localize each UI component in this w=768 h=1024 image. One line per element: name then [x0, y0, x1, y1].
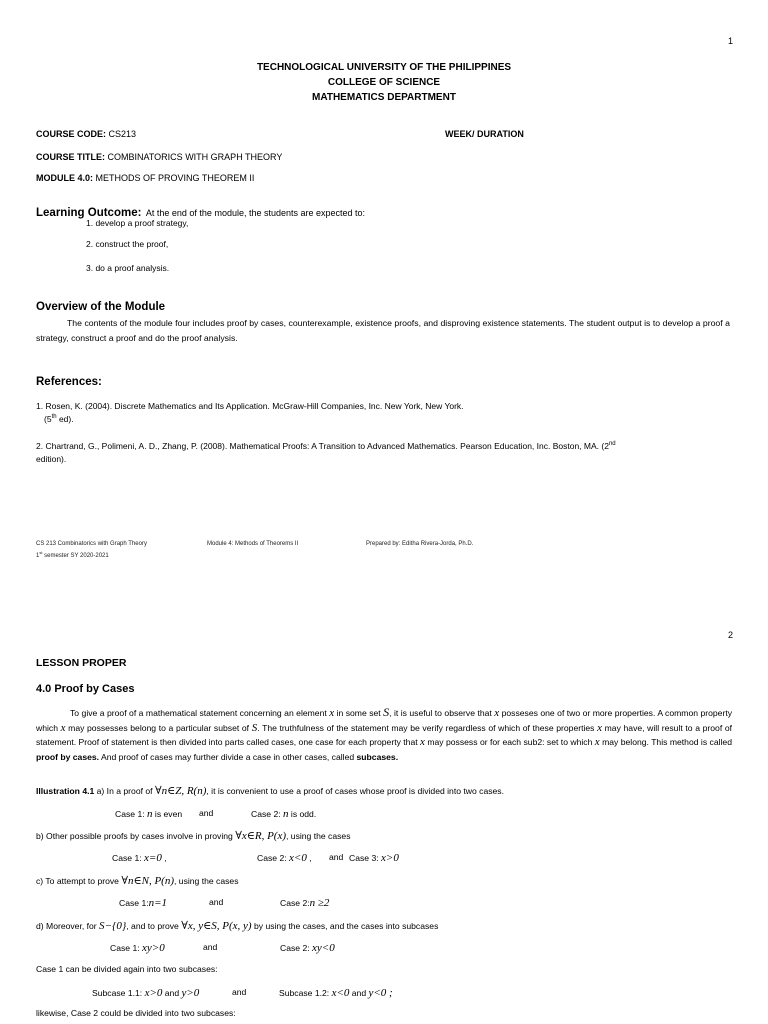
subcase-intro: Case 1 can be divided again into two subcases:: [36, 964, 218, 974]
math-x: x: [420, 736, 425, 748]
course-code-value: CS213: [108, 129, 137, 139]
course-code-line: [36, 129, 136, 139]
subcase-math: x>0: [144, 987, 163, 999]
intro-text: may possesses belong to a particular subset of: [65, 722, 252, 733]
ref2-sup: nd: [608, 441, 616, 448]
footer-sem-sup: st: [39, 550, 43, 555]
reference-2-line2: edition).: [36, 454, 67, 464]
ref-edition-sup: th: [51, 414, 57, 421]
ill-a-text: , it is convenient to use a proof of cases whose proof is divided into two cases.: [206, 786, 504, 796]
d-case2: [280, 942, 335, 954]
math-x: x: [494, 707, 500, 719]
b-and: and: [329, 852, 344, 862]
d-math: S−{0}: [99, 920, 127, 932]
b-case2: [257, 852, 312, 864]
case-label: Case 2:: [257, 853, 290, 863]
c-case2: [280, 897, 329, 909]
subcase-and: and: [232, 987, 247, 997]
ill-a-text: a) In a proof of: [94, 786, 155, 796]
math-x: x: [60, 721, 66, 734]
b-case3: [349, 852, 399, 864]
illustration-label: Illustration 4.1: [36, 786, 95, 796]
case-math: xy<0: [312, 942, 335, 954]
case-label: Case 2:: [280, 943, 313, 953]
intro-text: in some set: [334, 708, 384, 718]
subcase-1-2: [279, 987, 393, 999]
c-math: ∀n∈N, P(n): [121, 875, 175, 887]
math-x: x: [594, 736, 600, 748]
course-code-label: COURSE CODE:: [36, 129, 107, 139]
case-math: n=1: [148, 897, 168, 909]
subcases-term: subcases.: [356, 751, 399, 762]
proof-by-cases-term: proof by cases.: [36, 751, 100, 762]
ill-a-math: ∀n∈Z, R(n): [154, 785, 207, 797]
reference-2-line1: [36, 441, 616, 451]
case-label: Case 2:: [251, 809, 284, 819]
intro-text: may have, will result to a proof of statement. Proof of statement is then divided into parts called cases, one case for each property that: [36, 722, 733, 747]
d-and: and: [203, 942, 218, 952]
case-label: Case 1:: [110, 943, 143, 953]
illustration-a-line: [36, 784, 504, 797]
footer-sem-text: semester SY 2020-2021: [42, 553, 109, 559]
lesson-heading: LESSON PROPER: [36, 657, 127, 669]
intro-text: And proof of cases may further divide a case in other cases, called: [99, 751, 357, 762]
outcome-item: 2. construct the proof,: [86, 239, 169, 249]
case-tail: ,: [306, 853, 312, 863]
b-math: ∀x∈R, P(x): [235, 830, 287, 842]
case-label: Case 1:: [115, 809, 148, 819]
case-math: x>0: [381, 852, 399, 864]
case-tail: ,: [161, 853, 167, 863]
module-title: METHODS OF PROVING THEOREM II: [95, 173, 255, 183]
subcase-1-1: [92, 987, 199, 999]
case-label: Case 1:: [112, 853, 145, 863]
college-name: COLLEGE OF SCIENCE: [327, 77, 441, 88]
module-label: MODULE 4.0:: [36, 173, 94, 183]
university-name: TECHNOLOGICAL UNIVERSITY OF THE PHILIPPINES: [256, 62, 512, 73]
case-text: is odd.: [288, 809, 317, 819]
case-label: Case 1:: [119, 898, 149, 908]
d-text: , and to prove: [126, 921, 182, 931]
case-text: is even: [152, 809, 183, 819]
outcome-item: 3. do a proof analysis.: [86, 263, 170, 273]
learning-outcome-heading: Learning Outcome:: [36, 207, 142, 219]
course-title-line: [36, 152, 282, 162]
a-case2: [251, 808, 316, 820]
course-title-value: COMBINATORICS WITH GRAPH THEORY: [107, 152, 283, 162]
c-line: [36, 874, 239, 887]
c-text: c) To attempt to prove: [36, 876, 122, 886]
case-math: x<0: [289, 852, 307, 864]
course-title-label: COURSE TITLE:: [36, 152, 105, 162]
references-heading: References:: [36, 376, 102, 388]
a-and: and: [199, 808, 214, 818]
outcome-item: 1. develop a proof strategy,: [86, 218, 189, 228]
d-line: [36, 919, 438, 932]
section-heading: 4.0 Proof by Cases: [36, 683, 135, 695]
footer-module: Module 4: Methods of Theorems II: [207, 541, 299, 547]
ref-edition-tail: ed).: [56, 414, 74, 424]
intro-text: may possess or for each sub2: set to which: [424, 737, 595, 747]
subcase-label: Subcase 1.2:: [279, 988, 332, 998]
subcase-math: y>0: [181, 987, 200, 999]
b-text: , using the cases: [286, 831, 351, 841]
module-line: [36, 173, 254, 183]
intro-text: posseses one of two or more properties. A common property which: [36, 708, 732, 733]
b-text: b) Other possible proofs by cases involve in proving: [36, 831, 236, 841]
subcase-and: and: [349, 988, 369, 998]
intro-text: , it is useful to observe that: [389, 708, 495, 718]
week-duration-label: WEEK/ DURATION: [445, 129, 524, 139]
d-math: ∀x, y∈S, P(x, y): [181, 920, 252, 932]
footer-course: CS 213 Combinatorics with Graph Theory: [36, 541, 147, 547]
a-case1: [115, 808, 182, 820]
reference-1-line2: [44, 414, 74, 424]
intro-paragraph: [36, 705, 732, 764]
case-label: Case 3:: [349, 853, 382, 863]
intro-text: may belong. This method is called: [599, 737, 732, 747]
math-s: S: [383, 705, 390, 719]
ref-edition-text: (5: [44, 414, 52, 424]
math-s: S: [251, 721, 258, 734]
case-math: x=0: [144, 852, 162, 864]
page-number-1: 1: [728, 36, 734, 46]
subcase-label: Subcase 1.1:: [92, 988, 145, 998]
page-number-2: 2: [728, 630, 734, 640]
math-x: x: [329, 707, 335, 719]
footer-sem-num: 1: [36, 553, 40, 559]
d-case1: [110, 942, 165, 954]
subcase-math: x<0: [331, 987, 350, 999]
likewise-line: likewise, Case 2 could be divided into two subcases:: [36, 1008, 236, 1018]
d-text: by using the cases, and the cases into subcases: [251, 921, 439, 931]
department-name: MATHEMATICS DEPARTMENT: [312, 92, 456, 103]
c-text: , using the cases: [174, 876, 239, 886]
c-and: and: [209, 897, 224, 907]
b-line: [36, 829, 351, 842]
intro-text: . The truthfulness of the statement may be verify regardless of which of these properties: [257, 722, 598, 733]
case-label: Case 2:: [280, 898, 310, 908]
case-math: xy>0: [142, 942, 165, 954]
c-case1: [119, 897, 167, 909]
math-n: n: [147, 808, 153, 820]
subcase-and: and: [162, 988, 182, 998]
footer-semester: [36, 550, 109, 559]
footer-author: Prepared by: Editha Rivera-Jorda, Ph.D.: [366, 541, 474, 547]
subcase-math: y<0 ;: [368, 987, 393, 999]
math-n: n: [283, 808, 289, 820]
d-text: d) Moreover, for: [36, 921, 100, 931]
overview-text: The contents of the module four includes proof by cases, counterexample, existence proofs, and disproving existence statements. The student output is to develop a proof a strategy, construct a proof and do the proof analysis.: [36, 318, 730, 343]
learning-outcome-intro: At the end of the module, the students are expected to:: [145, 208, 366, 218]
math-x: x: [597, 721, 602, 734]
case-math: n ≥2: [309, 897, 330, 909]
overview-heading: Overview of the Module: [36, 301, 166, 313]
b-case1: [112, 852, 167, 864]
ref2-text: 2. Chartrand, G., Polimeni, A. D., Zhang, P. (2008). Mathematical Proofs: A Transition to Advanced Mathematics. Pearson Education, Inc. Boston, MA. (2: [36, 441, 609, 451]
intro-text: To give a proof of a mathematical statement concerning an element: [70, 708, 330, 718]
reference-1-line1: 1. Rosen, K. (2004). Discrete Mathematics and Its Application. McGraw-Hill Companies, Inc. New York, New York.: [36, 401, 464, 411]
